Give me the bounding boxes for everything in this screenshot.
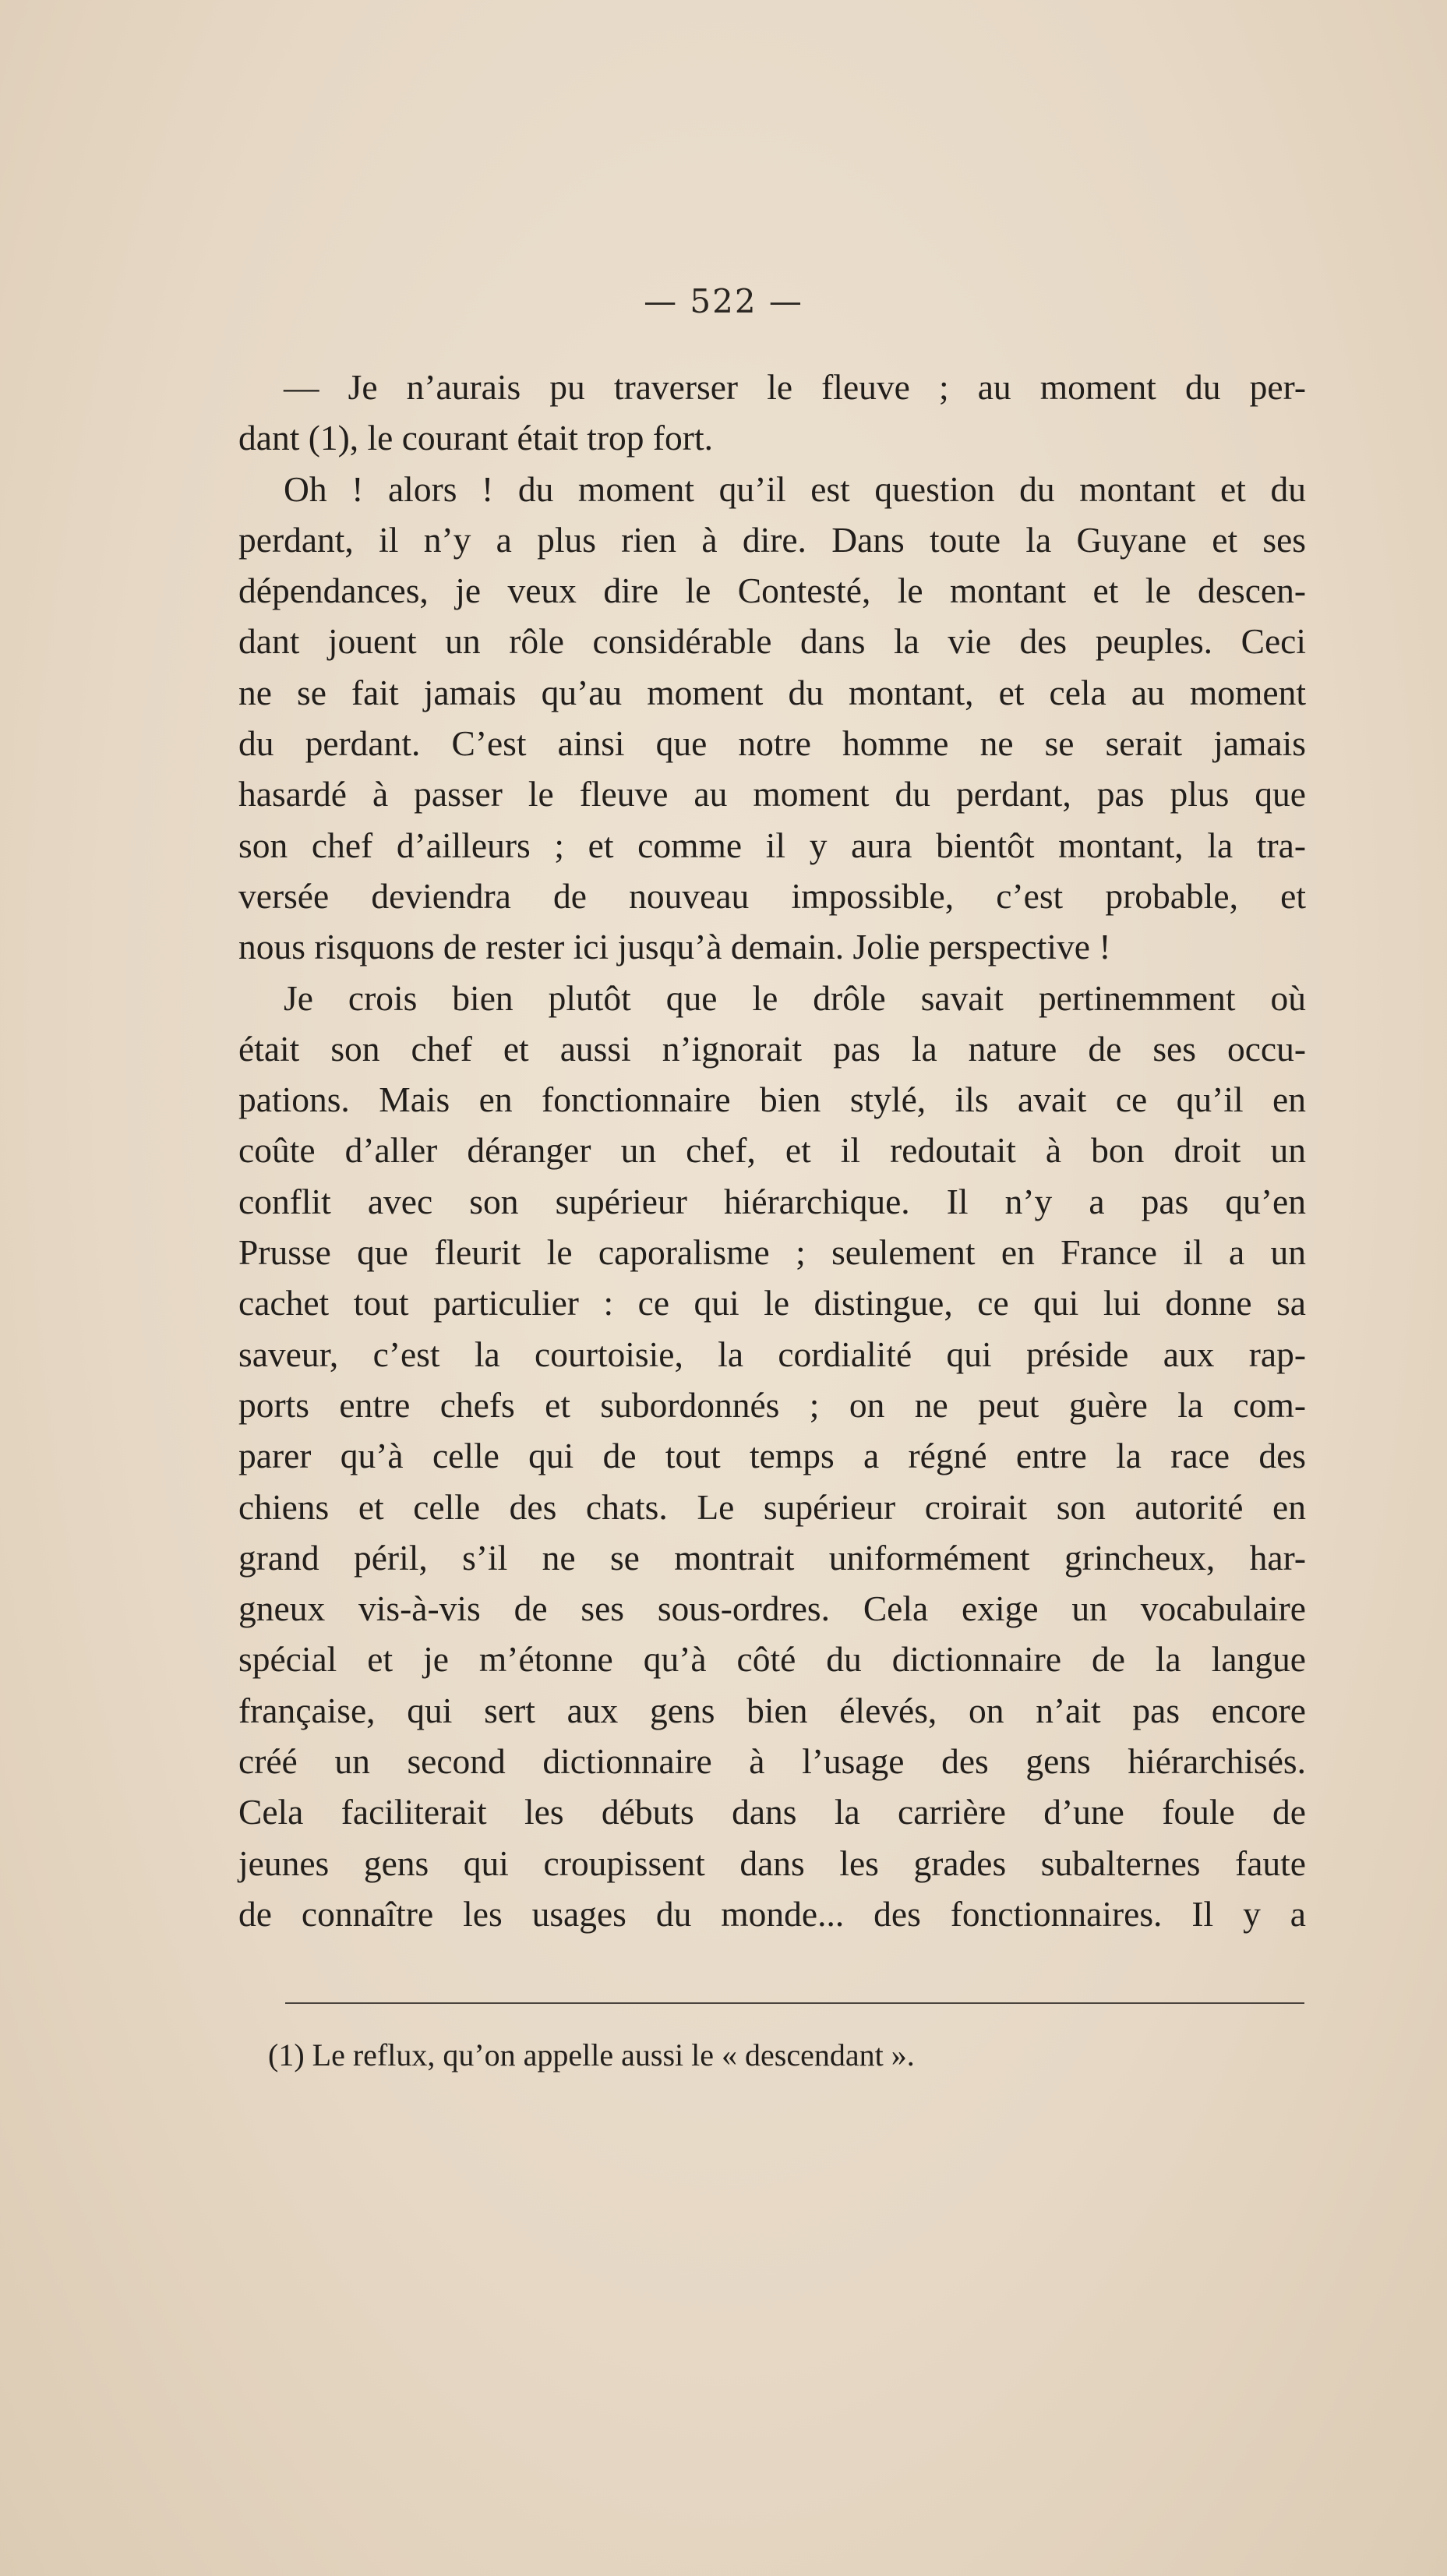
footnote: (1) Le reflux, qu’on appelle aussi le « descendant ». (268, 2037, 915, 2072)
text-line: chiens et celle des chats. Le supérieur croirait son autorité en (238, 1486, 1306, 1527)
text-line: hasardé à passer le fleuve au moment du perdant, pas plus que (238, 774, 1306, 814)
page-number: — 522 — (644, 282, 803, 320)
text-line: de connaître les usages du monde... des fonctionnaires. Il y a (238, 1893, 1306, 1934)
text-line: créé un second dictionnaire à l’usage des gens hiérarchisés. (238, 1741, 1306, 1782)
text-line: perdant, il n’y a plus rien à dire. Dans toute la Guyane et ses (238, 519, 1306, 560)
text-line: ports entre chefs et subordonnés ; on ne peut guère la com- (238, 1384, 1306, 1425)
text-line: dant jouent un rôle considérable dans la vie des peuples. Ceci (238, 621, 1306, 662)
text-line: versée deviendra de nouveau impossible, c’est probable, et (238, 875, 1306, 916)
text-line: Je crois bien plutôt que le drôle savait pertinemment où (284, 977, 1306, 1018)
text-line: française, qui sert aux gens bien élevés, on n’ait pas encore (238, 1690, 1306, 1730)
text-line: pations. Mais en fonctionnaire bien stylé, ils avait ce qu’il en (238, 1080, 1306, 1120)
body-text (238, 362, 1306, 1939)
text-line: Cela faciliterait les débuts dans la carrière d’une foule de (238, 1792, 1306, 1832)
text-line: était son chef et aussi n’ignorait pas la nature de ses occu- (238, 1028, 1306, 1069)
text-line: dant (1), le courant était trop fort. (238, 418, 713, 458)
text-line: — Je n’aurais pu traverser le fleuve ; au moment du per- (284, 367, 1306, 407)
text-line: son chef d’ailleurs ; et comme il y aura bientôt montant, la tra- (238, 825, 1306, 865)
text-line: conflit avec son supérieur hiérarchique. Il n’y a pas qu’en (238, 1181, 1306, 1221)
text-line: du perdant. C’est ainsi que notre homme ne se serait jamais (238, 723, 1306, 764)
text-line: jeunes gens qui croupissent dans les grades subalternes faute (238, 1843, 1306, 1883)
text-line: ne se fait jamais qu’au moment du montant, et cela au moment (238, 672, 1306, 712)
text-line: grand péril, s’il ne se montrait uniformément grincheux, har- (238, 1537, 1306, 1578)
text-line: gneux vis-à-vis de ses sous-ordres. Cela exige un vocabulaire (238, 1588, 1306, 1629)
text-line: spécial et je m’étonne qu’à côté du dictionnaire de la langue (238, 1639, 1306, 1680)
text-line: dépendances, je veux dire le Contesté, le montant et le descen- (238, 571, 1306, 611)
text-line: parer qu’à celle qui de tout temps a régné entre la race des (238, 1436, 1306, 1476)
text-line: cachet tout particulier : ce qui le distingue, ce qui lui donne sa (238, 1283, 1306, 1323)
text-line: coûte d’aller déranger un chef, et il redoutait à bon droit un (238, 1130, 1306, 1171)
text-line: Oh ! alors ! du moment qu’il est question du montant et du (284, 468, 1306, 509)
text-line: saveur, c’est la courtoisie, la cordialité qui préside aux rap- (238, 1334, 1306, 1374)
footnote-divider (285, 2002, 1304, 2004)
text-line: nous risquons de rester ici jusqu’à demain. Jolie perspective ! (238, 927, 1111, 967)
text-line: Prusse que fleurit le caporalisme ; seulement en France il a un (238, 1232, 1306, 1273)
